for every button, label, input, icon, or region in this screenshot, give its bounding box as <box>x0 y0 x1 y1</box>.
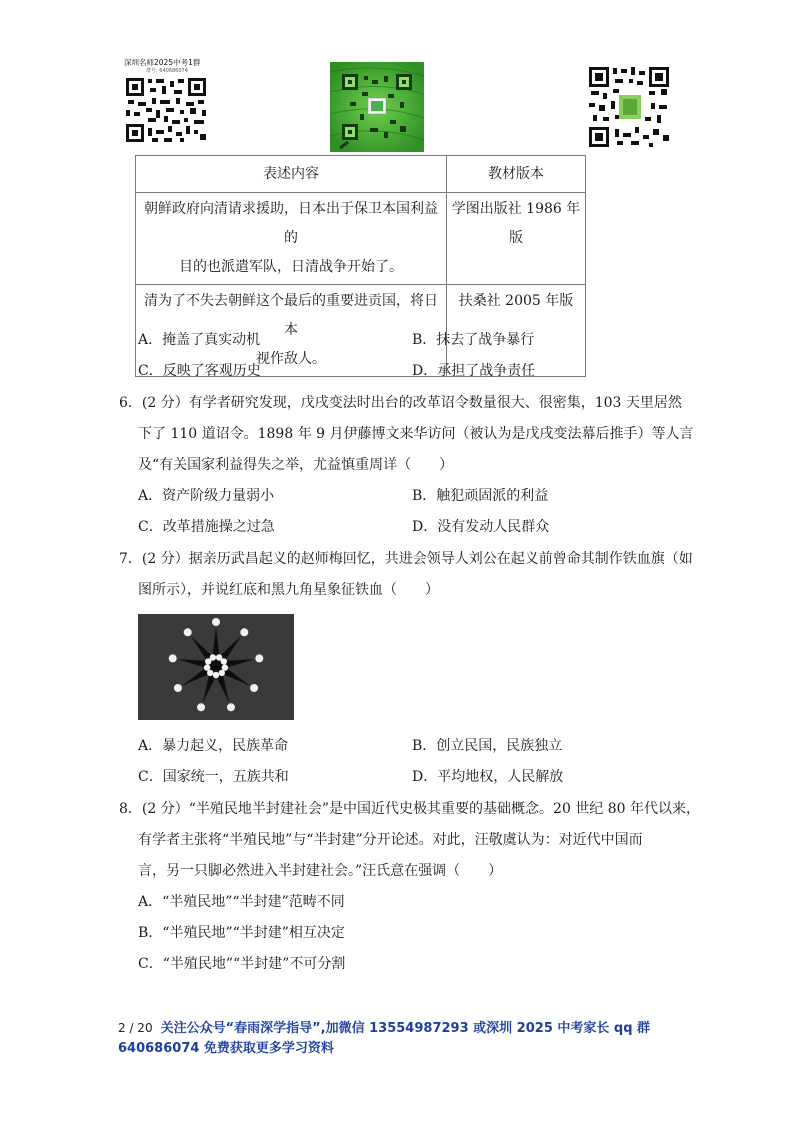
table-header-content: 表述内容 <box>136 156 447 193</box>
q6-stem-line: 下了 110 道诏令。1898 年 9 月伊藤博文来华访问（被认为是戊戌变法幕后推手）等人言 <box>138 426 694 442</box>
page-footer <box>118 1018 678 1059</box>
cell-text-line: 朝鲜政府向清请求援助，日本出于保卫本国利益的 <box>144 201 438 246</box>
table-header-row <box>136 156 586 193</box>
q8-stem-line: 有学者主张将“半殖民地”与“半封建”分开论述。对此，汪敬虞认为：对近代中国而 <box>138 832 643 848</box>
table-cell-version: 学图出版社 1986 年版 <box>447 193 586 285</box>
inner-star-dot <box>204 664 210 670</box>
cell-text-line: 目的也派遣军队，日清战争开始了。 <box>179 259 403 275</box>
cell-text-line: 清为了不失去朝鲜这个最后的重要进贡国，将日本 <box>144 293 438 338</box>
qr-caption: 深圳名师2025中考1群 <box>124 58 201 67</box>
qr-subcaption: 群号: 640686074 <box>146 68 188 74</box>
outer-star-dot <box>184 628 192 636</box>
q8-option-c: C．“半殖民地”“半封建”不可分割 <box>138 956 346 972</box>
q5-option-d: D．承担了战争责任 <box>412 363 536 379</box>
iron-blood-flag-image <box>138 614 294 720</box>
q6-option-b: B．触犯顽固派的利益 <box>412 488 549 504</box>
q6-option-a: A．资产阶级力量弱小 <box>138 488 275 504</box>
table-cell-content <box>136 193 447 285</box>
outer-star-dot <box>197 703 205 711</box>
q7-stem-line: 7．(2 分）据亲历武昌起义的赵师梅回忆，共进会领导人刘公在起义前曾命其制作铁血旗（如 <box>119 551 693 567</box>
table-row <box>136 193 586 285</box>
outer-star-dot <box>174 684 182 692</box>
inner-star-dot <box>210 654 216 660</box>
outer-star-dot <box>250 684 258 692</box>
inner-star-dot <box>213 672 219 678</box>
qr-code-right-icon <box>587 65 671 149</box>
outer-star-dot <box>212 618 220 626</box>
q7-option-c: C．国家统一，五族共和 <box>138 769 289 785</box>
outer-star-dot <box>169 654 177 662</box>
outer-star-dot <box>227 703 235 711</box>
q7-option-b: B．创立民国，民族独立 <box>412 738 563 754</box>
q7-stem-line: 图所示），并说红底和黑九角星象征铁血（ ） <box>138 582 439 598</box>
q8-option-a: A．“半殖民地”“半封建”范畴不同 <box>138 894 345 910</box>
qr-code-group-left <box>124 58 212 152</box>
promo-text: 关注公众号“春雨深学指导”,加微信 13554987293 或深圳 2025 中考家长 qq 群 <box>160 1021 651 1036</box>
q7-option-a: A．暴力起义，民族革命 <box>138 738 289 754</box>
qr-code-icon <box>124 76 208 144</box>
q5-option-b: B．抹去了战争暴行 <box>412 332 535 348</box>
outer-star-dot <box>240 628 248 636</box>
q7-option-d: D．平均地权，人民解放 <box>412 769 564 785</box>
q8-option-b: B．“半殖民地”“半封建”相互决定 <box>138 925 345 941</box>
q5-option-a: A．掩盖了真实动机 <box>138 332 261 348</box>
q6-stem-line: 6．(2 分）有学者研究发现，戊戌变法时出台的改革诏令数量很大、很密集，103 天里居然 <box>119 395 682 411</box>
wechat-qr-code-icon <box>330 62 424 152</box>
q6-stem-line: 及“有关国家利益得失之举，尤益慎重周详（ ） <box>138 457 454 473</box>
q8-stem-line: 8．(2 分）“半殖民地半封建社会”是中国近代史极其重要的基础概念。20 世纪 80 年代以来， <box>119 801 701 817</box>
page-number: 2 / 20 <box>118 1021 153 1035</box>
q5-option-c: C．反映了客观历史 <box>138 363 261 379</box>
table-cell-version: 扶桑社 2005 年版 <box>447 285 586 377</box>
q6-option-c: C．改革措施操之过急 <box>138 519 275 535</box>
inner-star-dot <box>221 658 227 664</box>
inner-star-dot <box>219 670 225 676</box>
promo-line-2: 640686074 免费获取更多学习资料 <box>118 1041 334 1056</box>
outer-star-dot <box>255 654 263 662</box>
cell-text-line: 视作敌人。 <box>256 351 326 367</box>
q6-option-d: D．没有发动人民群众 <box>412 519 550 535</box>
q8-stem-line: 言，另一只脚必然进入半封建社会。”汪氏意在强调（ ） <box>138 863 503 879</box>
table-header-version: 教材版本 <box>447 156 586 193</box>
promo-line <box>118 1018 678 1039</box>
